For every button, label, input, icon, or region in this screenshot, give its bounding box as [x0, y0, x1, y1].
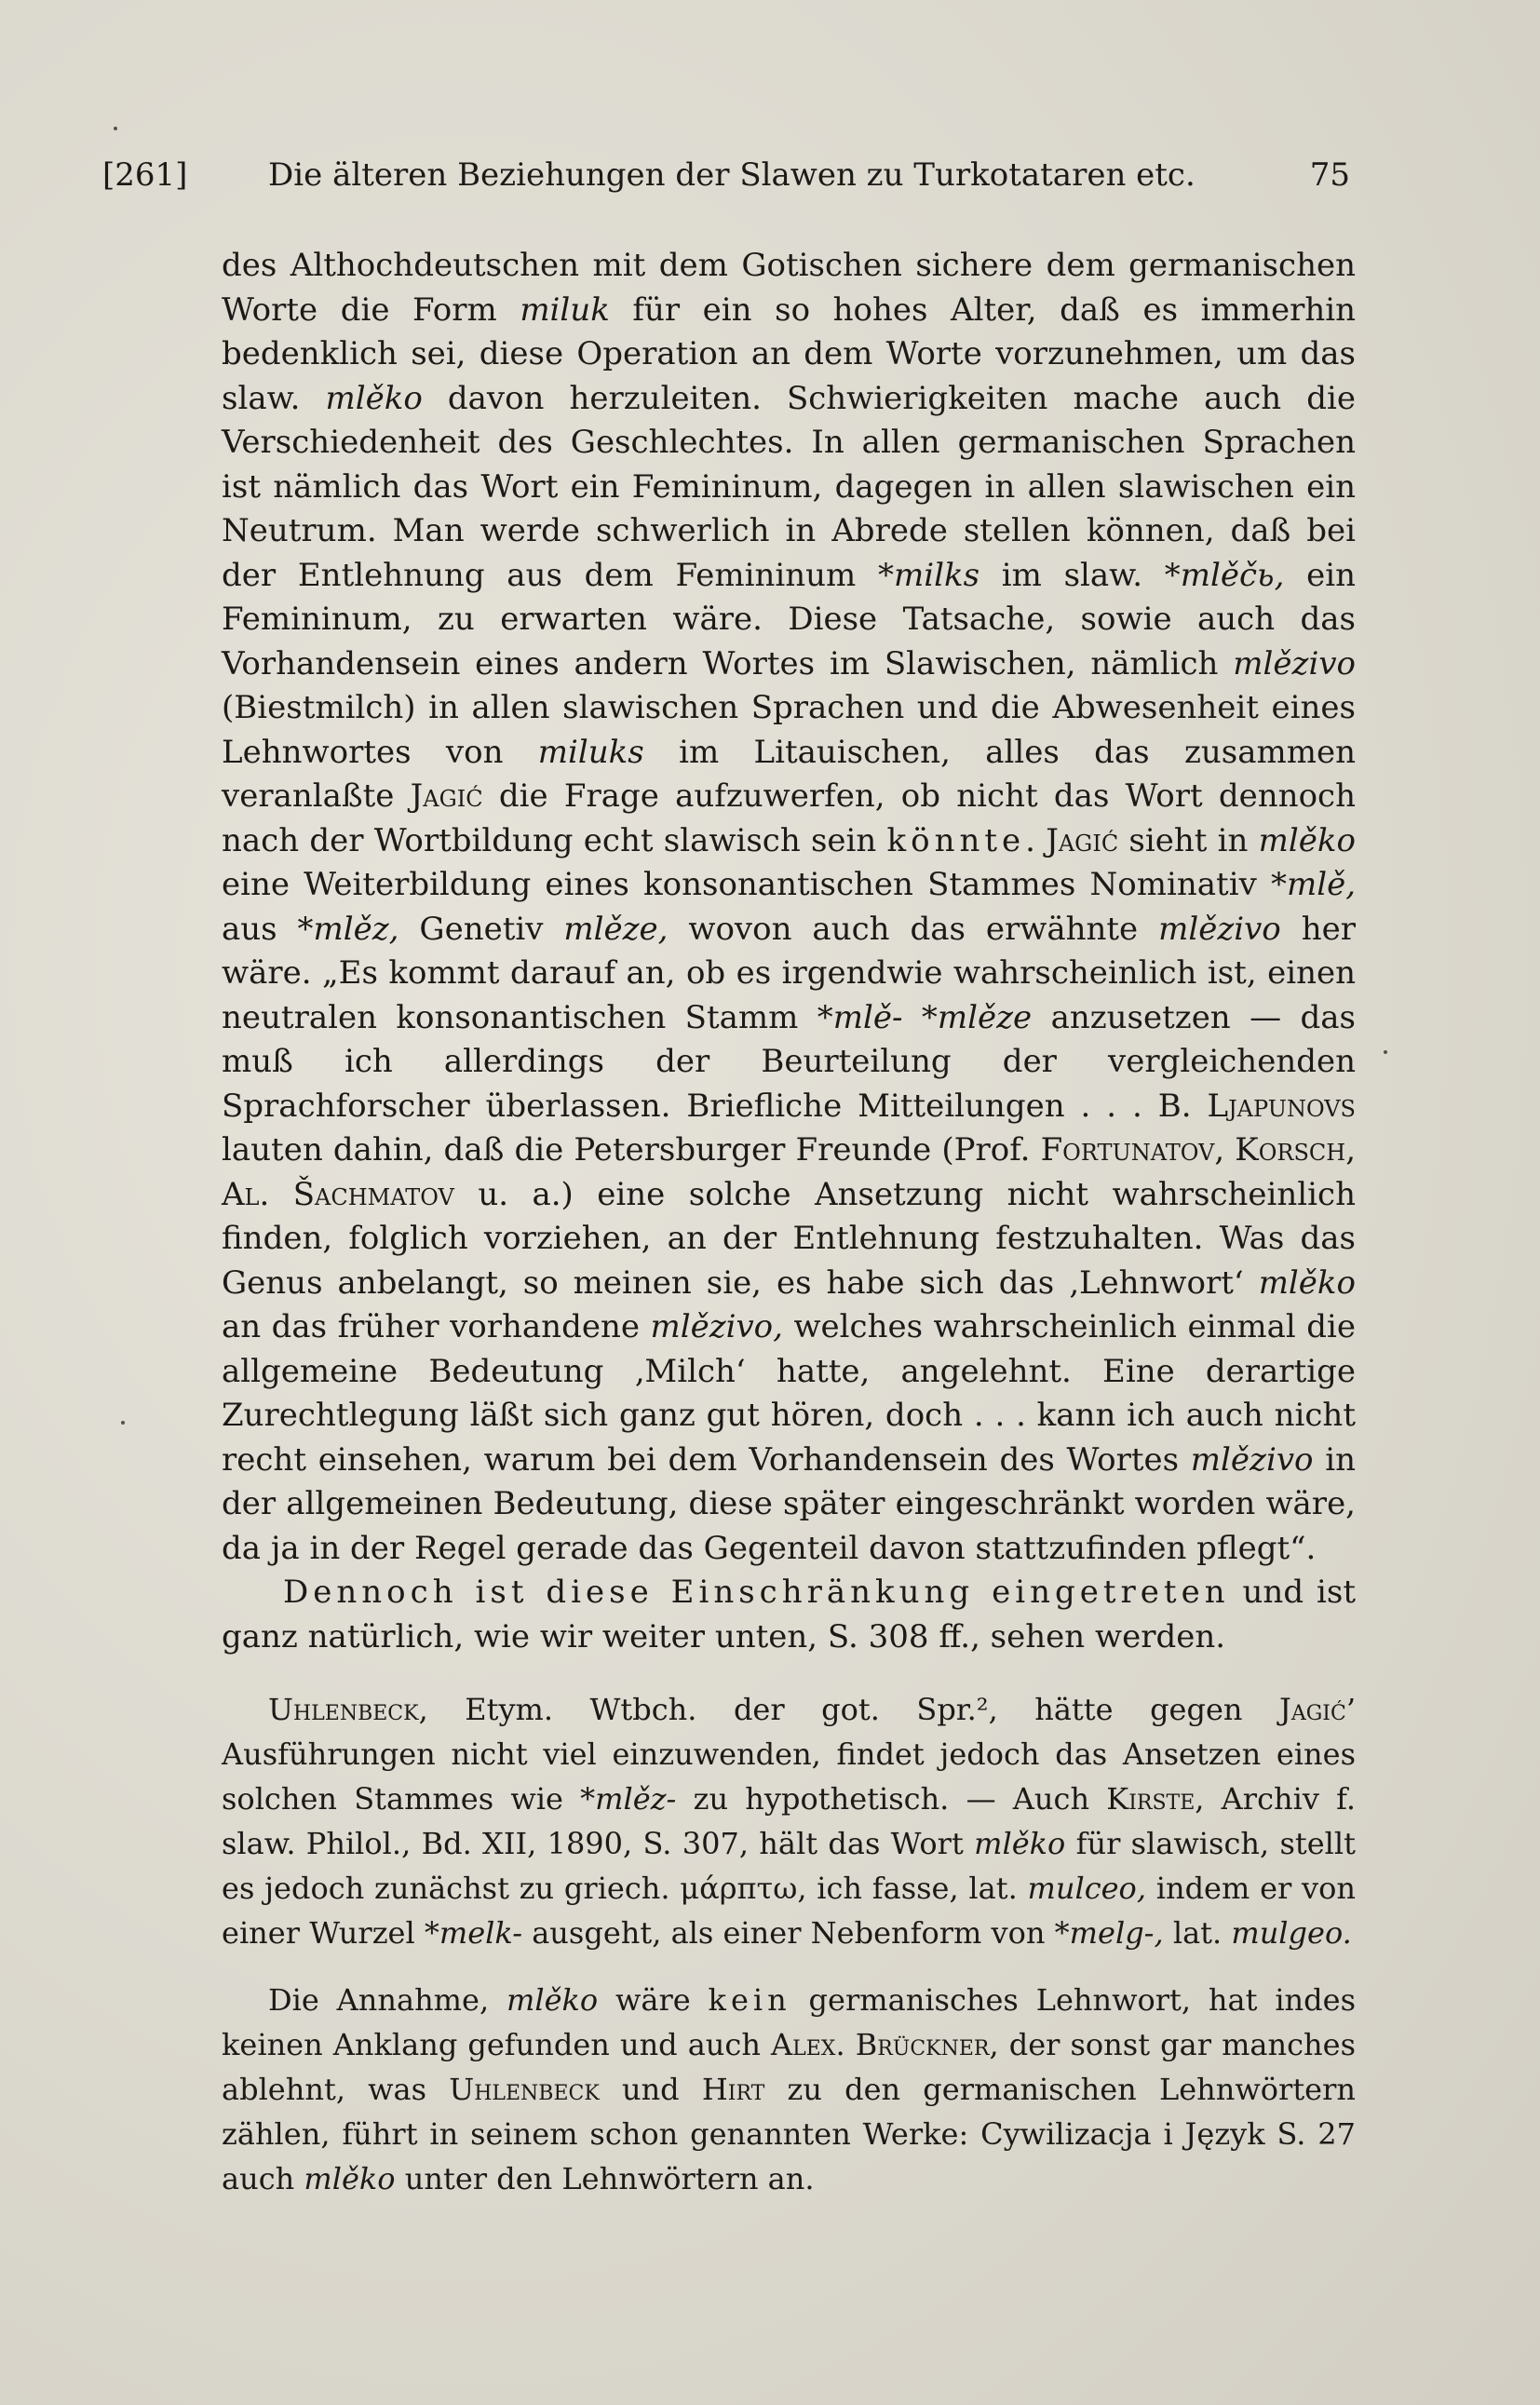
paper-speck: [1384, 1050, 1387, 1054]
running-title: Die älteren Beziehungen der Slawen zu Turkotataren etc.: [268, 156, 1196, 194]
page-body: [222, 244, 1356, 2201]
page-number: 75: [1309, 156, 1350, 194]
paper-speck: [114, 127, 117, 130]
paragraph-dennoch: Dennoch ist diese Einschränkung eingetreten und ist ganz natürlich, wie wir weiter unten, S. 308 ff., sehen werden.: [222, 1574, 1356, 1655]
paragraph-brueckner-note: Die Annahme, mlěko wäre kein germanisches Lehnwort, hat indes keinen Anklang gefunden und auch Alex. Brückner, der sonst gar manches ablehnt, was Uhlenbeck und Hirt zu den germanischen Lehnwörtern zählen, führt in seinem schon genannten Werke: Cywilizacja i Język S. 27 auch mlěko unter den Lehnwörtern an.: [222, 1982, 1357, 2196]
paragraph-uhlenbeck-note: Uhlenbeck, Etym. Wtbch. der got. Spr.², hätte gegen Jagić’ Ausführungen nicht viel einzuwenden, findet jedoch das Ansetzen eines solchen Stammes wie *mlěz- zu hypothetisch. — Auch Kirste, Archiv f. slaw. Philol., Bd. XII, 1890, S. 307, hält das Wort mlěko für slawisch, stellt es jedoch zunächst zu griech. μάρπτω, ich fasse, lat. mulceo, indem er von einer Wurzel *melk- ausgeht, als einer Nebenform von *melg-, lat. mulgeo.: [222, 1692, 1357, 1951]
running-header: [102, 156, 1350, 203]
paragraph-main: des Althochdeutschen mit dem Gotischen sichere dem germanischen Worte die Form miluk für ein so hohes Alter, daß es immerhin bedenklich sei, diese Operation an dem Worte vorzunehmen, um das slaw. mlěko davon herzuleiten. Schwierigkeiten mache auch die Verschiedenheit des Geschlechtes. In allen germanischen Sprachen ist nämlich das Wort ein Femininum, dagegen in allen slawischen ein Neutrum. Man werde schwerlich in Abrede stellen können, daß bei der Entlehnung aus dem Femininum *milks im slaw. *mlěčь, ein Femininum, zu erwarten wäre. Diese Tatsache, sowie auch das Vorhandensein eines andern Wortes im Slawischen, nämlich mlězivo (Biestmilch) in allen slawischen Sprachen und die Abwesenheit eines Lehnwortes von miluks im Litauischen, alles das zusammen veranlaßte Jagić die Frage aufzuwerfen, ob nicht das Wort dennoch nach der Wortbildung echt slawisch sein könnte. Jagić sieht in mlěko eine Weiterbildung eines konsonantischen Stammes Nominativ *mlě, aus *mlěz, Genetiv mlěze, wovon auch das erwähnte mlězivo her wäre. „Es kommt darauf an, ob es irgendwie wahrscheinlich ist, einen neutralen konsonantischen Stamm *mlě- *mlěze anzusetzen — das muß ich allerdings der Beurteilung der vergleichenden Sprachforscher überlassen. Briefliche Mitteilungen . . . B. Ljapunovs lauten dahin, daß die Petersburger Freunde (Prof. Fortunatov, Korsch, Al. Šachmatov u. a.) eine solche Ansetzung nicht wahrscheinlich finden, folglich vorziehen, an der Entlehnung festzuhalten. Was das Genus anbelangt, so meinen sie, es habe sich das ‚Lehnwort‘ mlěko an das früher vorhandene mlězivo, welches wahrscheinlich einmal die allgemeine Bedeutung ‚Milch‘ hatte, angelehnt. Eine derartige Zurechtlegung läßt sich ganz gut hören, doch . . . kann ich auch nicht recht einsehen, warum bei dem Vorhandensein des Wortes mlězivo in der allgemeinen Bedeutung, diese später eingeschränkt worden wäre, da ja in der Regel gerade das Gegenteil davon stattzufinden pflegt“.: [222, 247, 1357, 1567]
bracketed-page-number: [261]: [102, 156, 188, 194]
paper-speck: [121, 1421, 125, 1425]
